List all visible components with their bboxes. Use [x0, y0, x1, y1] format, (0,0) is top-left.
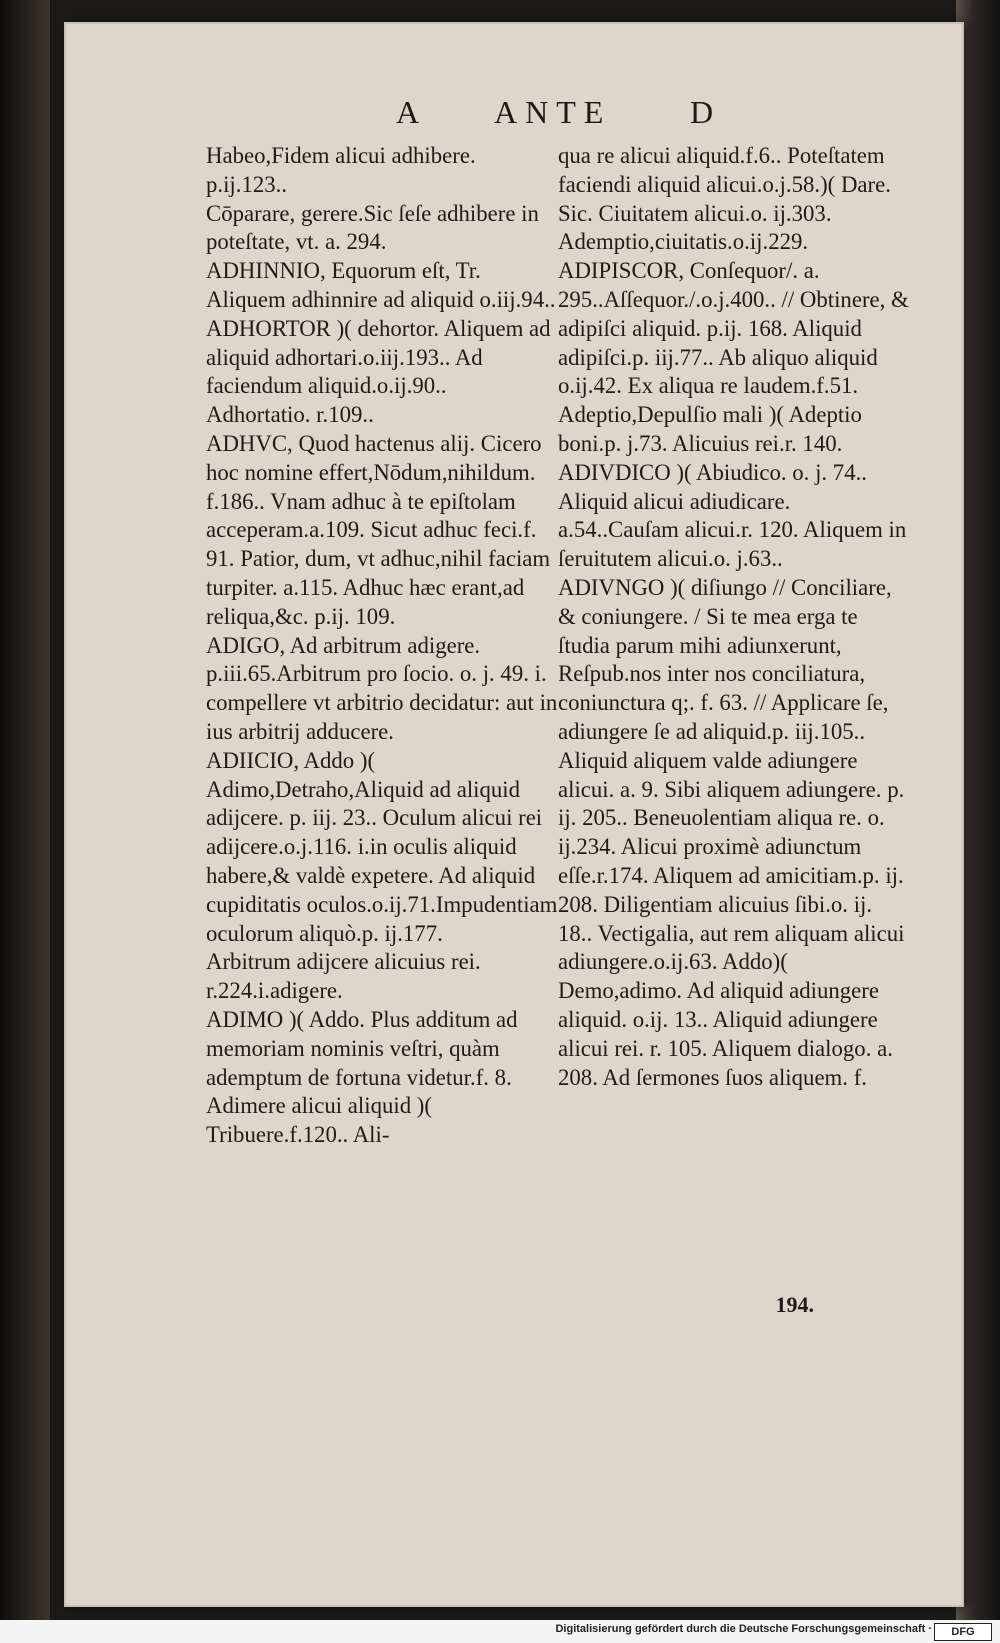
dictionary-entry: Habeo,Fidem alicui adhibere. p.ij.123..	[206, 143, 476, 197]
dictionary-entry: ADIVDICO )( Abiudico. o. j. 74.. Aliquid alicui adiudicare. a.54..Cauſam alicui.r. 120. Aliquem in ſeruitutem alicui.o. j.63..	[558, 459, 907, 572]
dictionary-entry: qua re alicui aliquid.f.6.. Poteſtatem faciendi aliquid alicui.o.j.58.)( Dare. Sic. Ciuitatem alicui.o. ij.303.	[558, 143, 891, 226]
running-head-right: D	[690, 94, 716, 130]
dictionary-entry: ADIPISCOR, Conſequor/. a. 295..Aſſequor./.o.j.400.. // Obtinere, & adipiſci aliquid. p.ij. 168. Aliquid adipiſci.p. iij.77.. Ab aliquo aliquid o.ij.42. Ex aliqua re laudem.f.51.	[558, 258, 909, 399]
right-column	[558, 142, 910, 1092]
scan-edge-left	[0, 0, 50, 1643]
running-head-mid: ANTE	[494, 94, 612, 130]
dictionary-entry: ADHVC, Quod hactenus alij. Cicero hoc nomine effert,Nōdum,nihildum. f.186.. Vnam adhuc à te epiſtolam acceperam.a.109. Sicut adhuc feci.f. 91. Patior, dum, vt adhuc,nihil faciam turpiter. a.115. Adhuc hæc erant,ad reliqua,&c. p.ij. 109.	[206, 430, 551, 629]
dictionary-entry: ADIMO )( Addo. Plus additum ad memoriam nominis veſtri, quàm ademptum de fortuna videtur.f. 8. Adimere alicui aliquid )( Tribuere.f.120.. Ali-	[206, 1006, 518, 1148]
dictionary-entry: Ademptio,ciuitatis.o.ij.229.	[558, 229, 809, 255]
book-page	[64, 22, 964, 1607]
digitization-footer	[0, 1620, 1000, 1643]
running-head	[64, 94, 964, 140]
dictionary-entry: ADHORTOR )( dehortor. Aliquem ad aliquid adhortari.o.iij.193.. Ad faciendum aliquid.o.ij.90..	[206, 315, 551, 399]
dictionary-entry: Adeptio,Depulſio mali )( Adeptio boni.p. j.73. Alicuius rei.r. 140.	[558, 402, 862, 456]
running-head-left: A	[396, 94, 422, 130]
left-column	[206, 142, 558, 1150]
dictionary-entry: Cōparare, gerere.Sic ſeſe adhibere in poteſtate, vt. a. 294.	[206, 200, 539, 255]
catchword-page-number: 194.	[775, 1292, 814, 1317]
dictionary-entry: ADIVNGO )( diſiungo // Conciliare, & coniungere. / Si te mea erga te ſtudia parum mihi adiunxerunt, Reſpub.nos inter nos conciliatura, coniunctura q;. f. 63. // Applicare ſe, adiungere ſe ad aliquid.p. iij.105.. Aliquid aliquem valde adiungere alicui. a. 9. Sibi aliquem adiungere. p. ij. 205.. Beneuolentiam aliqua re. o. ij.234. Alicui proximè adiunctum eſſe.r.174. Aliquem ad amicitiam.p. ij. 208. Diligentiam alicuius ſibi.o. ij. 18.. Vectigalia, aut rem aliquam alicui adiungere.o.ij.63. Addo)( Demo,adimo. Ad aliquid adiungere aliquid. o.ij. 13.. Aliquid adiungere alicui rei. r. 105. Aliquem dialogo. a. 208. Ad ſermones ſuos aliquem. f.	[558, 574, 905, 1090]
dictionary-entry: Adhortatio. r.109..	[206, 402, 374, 428]
footer-credit: Digitalisierung gefördert durch die Deutsche Forschungsgemeinschaft ·	[555, 1623, 932, 1635]
dfg-logo: DFG	[934, 1623, 992, 1641]
dictionary-entry: ADHINNIO, Equorum eſt, Tr. Aliquem adhinnire ad aliquid o.iij.94..	[206, 258, 556, 312]
dictionary-entry: ADIICIO, Addo )( Adimo,Detraho,Aliquid ad aliquid adijcere. p. iij. 23.. Oculum alicui rei adijcere.o.j.116. i.in oculis aliquid habere,& valdè expetere. Ad aliquid cupiditatis oculos.o.ij.71.Impudentiam oculorum aliquò.p. ij.177.	[206, 747, 558, 946]
dictionary-entry: ADIGO, Ad arbitrum adigere. p.iii.65.Arbitrum pro ſocio. o. j. 49. i. compellere vt arbitrio decidatur: aut in ius arbitrij adducere.	[206, 632, 558, 744]
dictionary-entry: Arbitrum adijcere alicuius rei. r.224.i.adigere.	[206, 949, 481, 1004]
